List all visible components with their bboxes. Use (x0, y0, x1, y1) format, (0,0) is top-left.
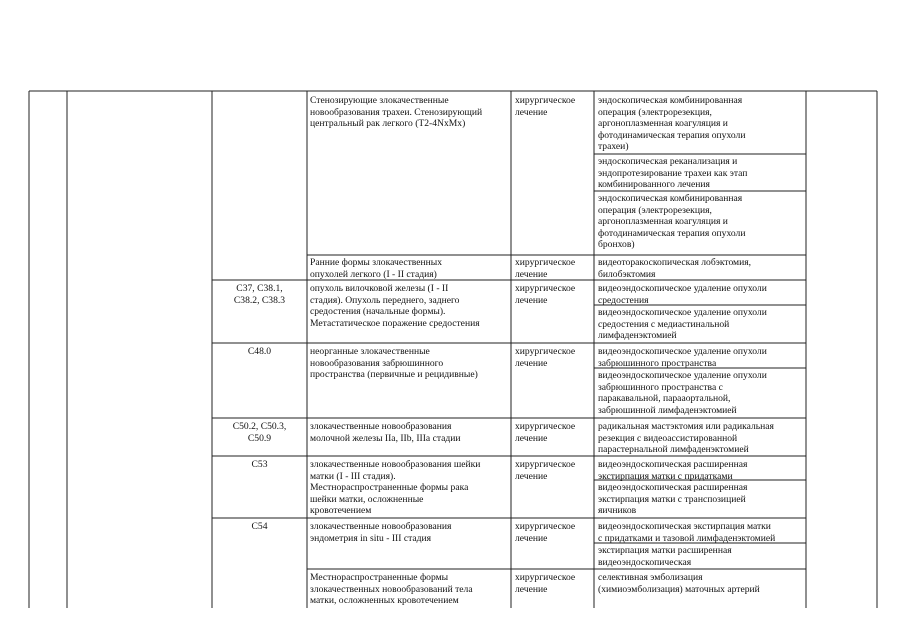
treatment-type: хирургическое лечение (515, 257, 576, 280)
treatment-type: хирургическое лечение (515, 421, 576, 444)
disease-uterus-bleeding: Местнораспространенные формы злокачественных новообразований тела матки, осложненных кровотечением (310, 572, 473, 607)
treatment-type: хирургическое лечение (515, 95, 576, 118)
method-mediastinum-lymphadenectomy: видеоэндоскопическое удаление опухоли средостения с медиастинальной лимфаденэктомией (598, 307, 767, 342)
disease-thymus-mediastinum: опухоль вилочковой железы (I - II стадия). Опухоль переднего, заднего средостения (начальные формы). Метастатическое поражение средостения (310, 283, 480, 329)
treatment-type: хирургическое лечение (515, 459, 576, 482)
method-mediastinum-removal: видеоэндоскопическое удаление опухоли средостения (598, 283, 767, 306)
method-hysterectomy-adnexa: видеоэндоскопическая расширенная экстирпация матки с придатками (598, 459, 748, 482)
icd-code-c50: C50.2, C50.3, C50.9 (232, 421, 287, 444)
icd-code-c53: C53 (251, 459, 268, 470)
icd-code-c37-c38: C37, C38.1, C38.2, C38.3 (233, 283, 286, 306)
method-mastectomy: радикальная мастэктомия или радикальная резекция с видеоассистированной парастернальной лимфаденэктомией (598, 421, 774, 456)
method-endoscopic-bronchi: эндоскопическая комбинированная операция (электрорезекция, аргоноплазменная коагуляция и фотодинамическая терапия опухоли бронхов) (598, 193, 746, 251)
treatment-type: хирургическое лечение (515, 283, 576, 306)
method-retroperitoneal-lymphadenectomy: видеоэндоскопическое удаление опухоли забрюшинного пространства с паракавальной, парааортальной, забрюшинной лимфаденэктомией (598, 370, 767, 416)
disease-trachea-stenosis: Стенозирующие злокачественные новообразования трахеи. Стенозирующий центральный рак легкого (T2-4NxMx) (310, 95, 483, 130)
disease-breast: злокачественные новообразования молочной железы IIa, IIb, IIIa стадии (310, 421, 461, 444)
disease-retroperitoneal: неорганные злокачественные новообразования забрюшинного пространства (первичные и рецидивные) (310, 346, 478, 381)
method-retroperitoneal-removal: видеоэндоскопическое удаление опухоли забрюшинного пространства (598, 346, 767, 369)
treatment-type: хирургическое лечение (515, 346, 576, 369)
disease-cervix: злокачественные новообразования шейки матки (I - III стадия). Местнораспространенные формы рака шейки матки, осложненные кровотечением (310, 459, 481, 517)
disease-endometrium: злокачественные новообразования эндометрия in situ - III стадия (310, 521, 452, 544)
method-hysterectomy-pelvic: видеоэндоскопическая экстирпация матки с придатками и тазовой лимфаденэктомией (598, 521, 776, 544)
method-hysterectomy-transposition: видеоэндоскопическая расширенная экстирпация матки с транспозицией яичников (598, 482, 748, 517)
treatment-type: хирургическое лечение (515, 521, 576, 544)
icd-code-c48: C48.0 (247, 346, 272, 357)
disease-early-lung: Ранние формы злокачественных опухолей легкого (I - II стадия) (310, 257, 443, 280)
method-embolization: селективная эмболизация (химиоэмболизация) маточных артерий (598, 572, 760, 595)
method-lobectomy: видеоторакоскопическая лобэктомия, билобэктомия (598, 257, 752, 280)
method-recanalization: эндоскопическая реканализация и эндопротезирование трахеи как этап комбинированного лечения (598, 156, 748, 191)
treatment-type: хирургическое лечение (515, 572, 576, 595)
icd-code-c54: C54 (251, 521, 268, 532)
method-hysterectomy-extended: экстирпация матки расширенная видеоэндоскопическая (598, 545, 732, 568)
method-endoscopic-trachea: эндоскопическая комбинированная операция (электрорезекция, аргоноплазменная коагуляция и фотодинамическая терапия опухоли трахеи) (598, 95, 746, 153)
